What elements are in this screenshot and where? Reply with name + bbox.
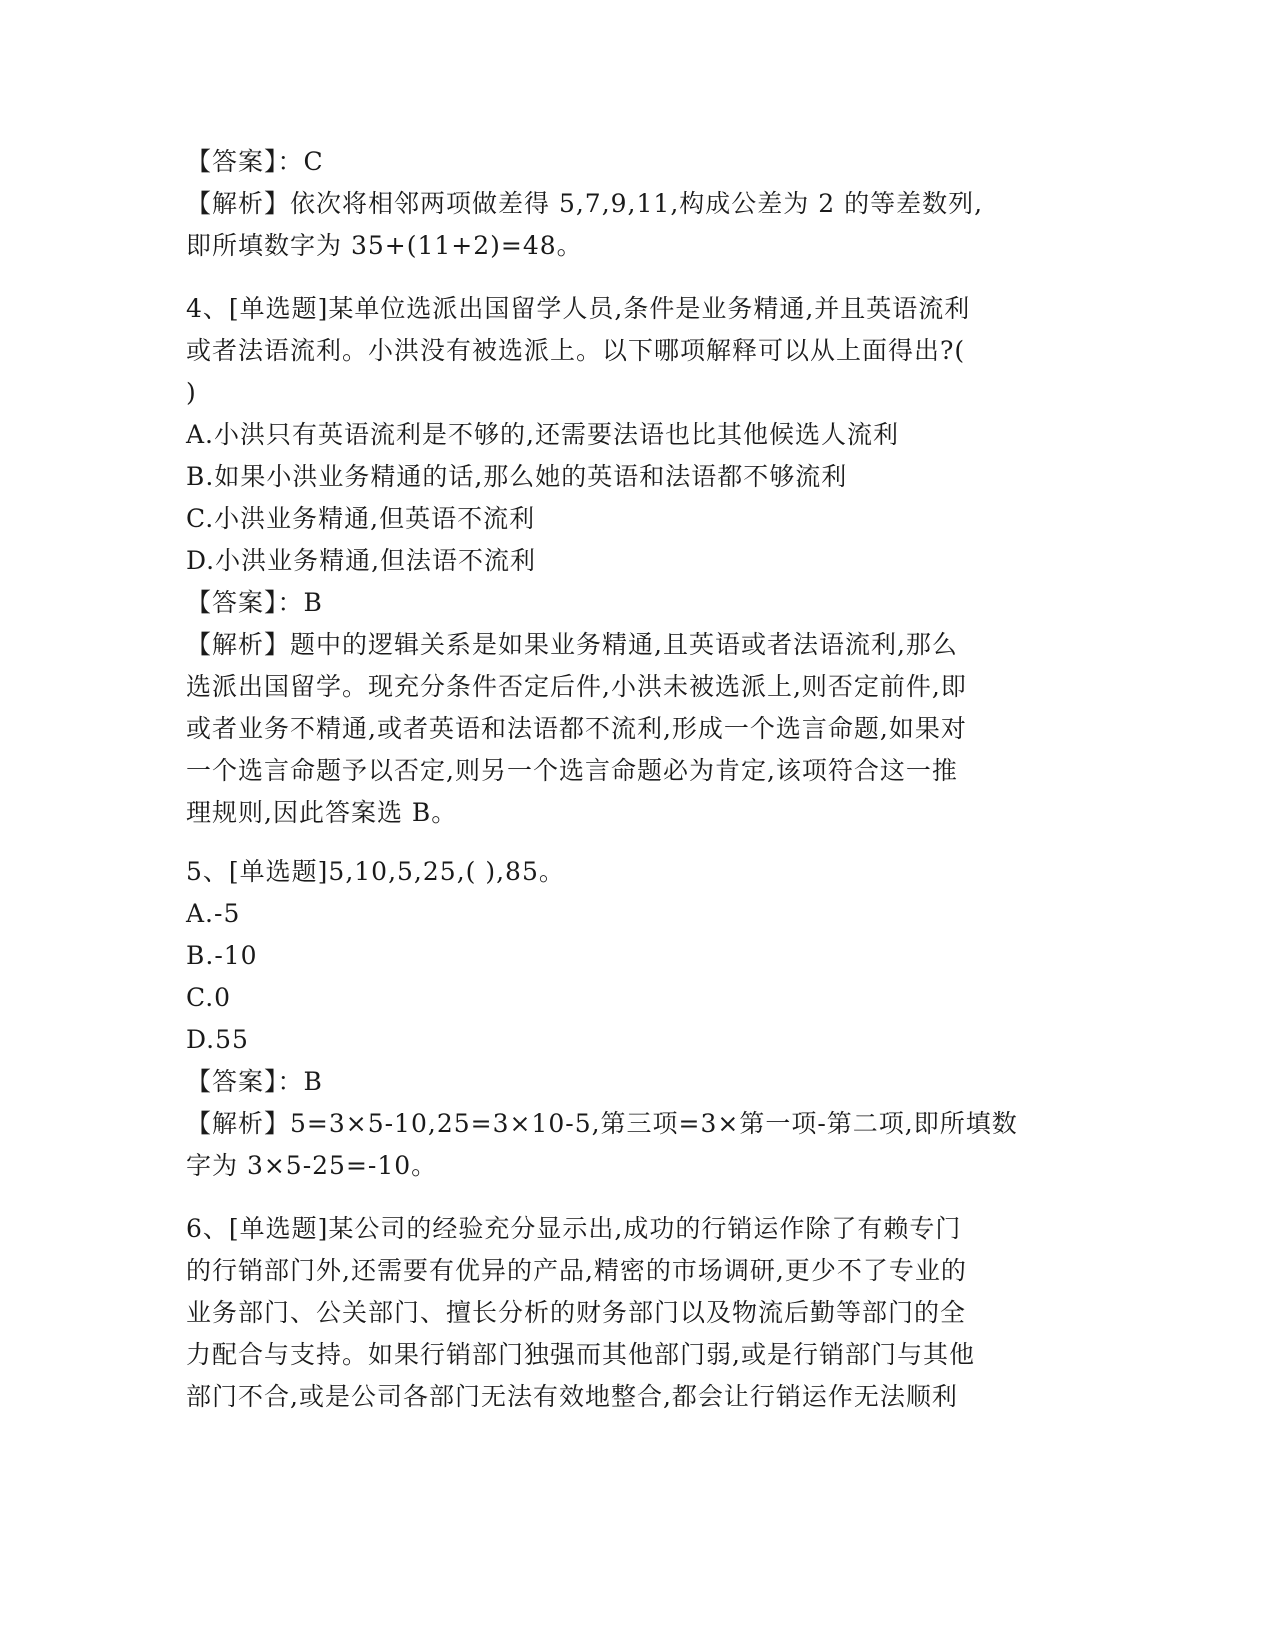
q5-option-d: D.55 xyxy=(186,1025,249,1054)
q6-stem-line-4: 力配合与支持。如果行销部门独强而其他部门弱,或是行销部门与其他 xyxy=(186,1340,975,1369)
q4-analysis-line-2: 选派出国留学。现充分条件否定后件,小洪未被选派上,则否定前件,即 xyxy=(186,672,967,701)
q4-answer: 【答案】：B xyxy=(186,588,323,617)
q4-option-a: A.小洪只有英语流利是不够的,还需要法语也比其他候选人流利 xyxy=(186,420,899,449)
q3-answer: 【答案】：C xyxy=(186,147,324,176)
q3-analysis-line-2: 即所填数字为 35+(11+2)=48。 xyxy=(186,231,583,260)
q5-analysis-line-1: 【解析】5=3×5-10,25=3×10-5,第三项=3×第一项-第二项,即所填数 xyxy=(186,1109,1018,1138)
q5-option-b: B.-10 xyxy=(186,941,258,970)
q4-analysis-line-1: 【解析】题中的逻辑关系是如果业务精通,且英语或者法语流利,那么 xyxy=(186,630,958,659)
q5-option-c: C.0 xyxy=(186,983,232,1012)
q6-stem-line-5: 部门不合,或是公司各部门无法有效地整合,都会让行销运作无法顺利 xyxy=(186,1382,958,1411)
q5-answer: 【答案】：B xyxy=(186,1067,323,1096)
q5-stem-line-1: 5、[单选题]5,10,5,25,( ),85。 xyxy=(186,857,565,886)
q4-option-b: B.如果小洪业务精通的话,那么她的英语和法语都不够流利 xyxy=(186,462,848,491)
q3-analysis-line-1: 【解析】依次将相邻两项做差得 5,7,9,11,构成公差为 2 的等差数列, xyxy=(186,189,984,218)
q6-stem-line-3: 业务部门、公关部门、擅长分析的财务部门以及物流后勤等部门的全 xyxy=(186,1298,967,1327)
q4-analysis-line-4: 一个选言命题予以否定,则另一个选言命题必为肯定,该项符合这一推 xyxy=(186,756,958,785)
q4-option-c: C.小洪业务精通,但英语不流利 xyxy=(186,504,536,533)
q4-stem-line-1: 4、[单选题]某单位选派出国留学人员,条件是业务精通,并且英语流利 xyxy=(186,294,971,323)
q4-stem-line-2: 或者法语流利。小洪没有被选派上。以下哪项解释可以从上面得出?( xyxy=(186,336,966,365)
q4-stem-line-3: ) xyxy=(186,378,197,407)
q6-stem-line-1: 6、[单选题]某公司的经验充分显示出,成功的行销运作除了有赖专门 xyxy=(186,1214,962,1243)
q6-stem-line-2: 的行销部门外,还需要有优异的产品,精密的市场调研,更少不了专业的 xyxy=(186,1256,967,1285)
q5-option-a: A.-5 xyxy=(186,899,241,928)
q4-option-d: D.小洪业务精通,但法语不流利 xyxy=(186,546,537,575)
q5-analysis-line-2: 字为 3×5-25=-10。 xyxy=(186,1151,438,1180)
q4-analysis-line-5: 理规则,因此答案选 B。 xyxy=(186,798,458,827)
q4-analysis-line-3: 或者业务不精通,或者英语和法语都不流利,形成一个选言命题,如果对 xyxy=(186,714,967,743)
